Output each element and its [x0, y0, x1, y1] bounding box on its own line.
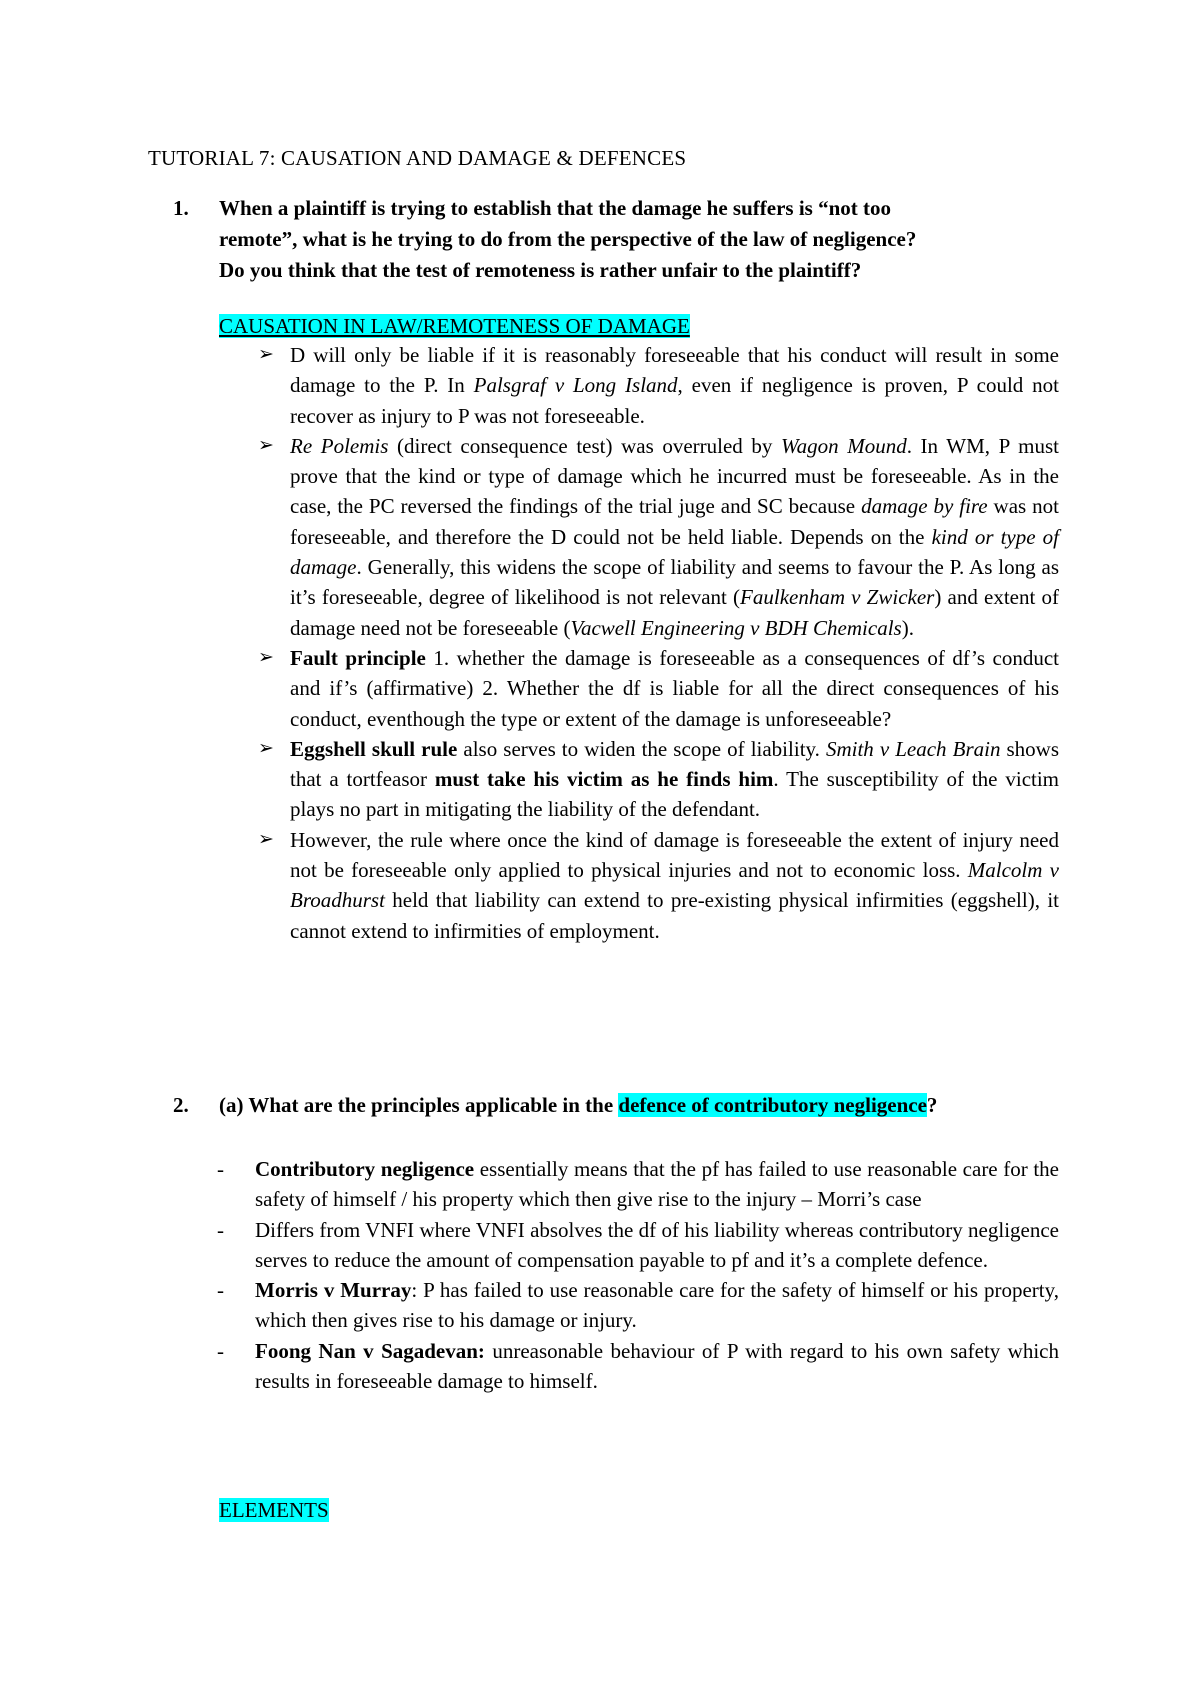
section-heading-causation: [219, 314, 690, 339]
causation-bullet-list: [258, 340, 1059, 946]
section-heading-elements: [219, 1498, 329, 1523]
term: Fault principle: [290, 645, 426, 670]
question-line: When a plaintiff is trying to establish that the damage he suffers is “not too: [219, 196, 892, 220]
dash-bullet: -: [217, 1217, 224, 1242]
list-item: ➢ Re Polemis (direct consequence test) was overruled by Wagon Mound. In WM, P must prove that the kind or type of damage which he incurred must be foreseeable. As in the case, the PC reversed the findings of the trial juge and SC because damage by fire was not foreseeable, and therefore the D could not be held liable. Depends on the kind or type of damage. Generally, this widens the scope of liability and seems to favour the P. As long as it’s foreseeable, degree of likelihood is not relevant (Faulkenham v Zwicker) and extent of damage need not be foreseeable (Vacwell Engineering v BDH Chemicals).: [258, 431, 1059, 643]
highlighted-heading: ELEMENTS: [219, 1498, 329, 1522]
question-text: (a) What are the principles applicable in the defence of contributory negligence?: [219, 1093, 938, 1117]
arrowhead-bullet-icon: ➢: [258, 737, 274, 759]
case-name: Re Polemis: [290, 433, 389, 458]
list-item: ➢ Eggshell skull rule also serves to widen the scope of liability. Smith v Leach Brain shows that a tortfeasor must take his victim as he finds him. The susceptibility of the victim plays no part in mitigating the liability of the defendant.: [258, 734, 1059, 825]
list-item: - Foong Nan v Sagadevan: unreasonable behaviour of P with regard to his own safety which results in foreseeable damage to himself.: [217, 1336, 1059, 1397]
case-name: Malcolm v Broadhurst: [290, 858, 1059, 913]
question-text: [219, 193, 1053, 286]
term: Contributory negligence: [255, 1157, 475, 1181]
arrowhead-bullet-icon: ➢: [258, 828, 274, 850]
case-name: Faulkenham v Zwicker: [740, 585, 935, 610]
contributory-negligence-list: [217, 1154, 1059, 1396]
arrowhead-bullet-icon: ➢: [258, 646, 274, 668]
term: Eggshell skull rule: [290, 736, 458, 761]
case-name: Wagon Mound: [781, 433, 907, 458]
question-line: remote”, what is he trying to do from the perspective of the law of negligence?: [219, 227, 917, 251]
list-item: ➢ Fault principle 1. whether the damage is foreseeable as a consequences of df’s conduct and if’s (affirmative) 2. Whether the df is liable for all the direct consequences of his conduct, eventhough the type or extent of the damage is unforeseeable?: [258, 643, 1059, 734]
arrowhead-bullet-icon: ➢: [258, 344, 274, 365]
emphasis: damage by fire: [861, 494, 988, 519]
case-name: Smith v Leach Brain: [825, 736, 1001, 761]
emphasis: kind or type of damage: [290, 524, 1059, 580]
question-line: Do you think that the test of remoteness is rather unfair to the plaintiff?: [219, 258, 862, 282]
case-name: Morris v Murray: [255, 1278, 412, 1303]
list-item: - Contributory negligence essentially means that the pf has failed to use reasonable care for the safety of himself / his property which then give rise to the injury – Morri’s case: [217, 1154, 1059, 1215]
arrowhead-bullet-icon: ➢: [258, 434, 274, 456]
question-1: [173, 193, 1053, 286]
question-number: 1.: [173, 196, 189, 220]
highlighted-heading: CAUSATION IN LAW/REMOTENESS OF DAMAGE: [219, 314, 690, 338]
case-name: Palsgraf v Long Island: [473, 373, 678, 398]
emphasis-bold: must take his victim as he finds him: [434, 767, 774, 792]
list-item: - Differs from VNFI where VNFI absolves the df of his liability whereas contributory negligence serves to reduce the amount of compensation payable to pf and it’s a complete defence.: [217, 1215, 1059, 1276]
page-title: TUTORIAL 7: CAUSATION AND DAMAGE & DEFENCES: [148, 146, 687, 170]
list-item: ➢ However, the rule where once the kind of damage is foreseeable the extent of injury need not be foreseeable only applied to physical injuries and not to economic loss. Malcolm v Broadhurst held that liability can extend to pre-existing physical infirmities (eggshell), it cannot extend to infirmities of employment.: [258, 825, 1059, 946]
highlighted-phrase: defence of contributory negligence: [618, 1093, 927, 1117]
list-item: ➢ D will only be liable if it is reasonably foreseeable that his conduct will result in some damage to the P. In Palsgraf v Long Island, even if negligence is proven, P could not recover as injury to P was not foreseeable.: [258, 340, 1059, 431]
dash-bullet: -: [217, 1157, 224, 1181]
question-2: [173, 1090, 1053, 1121]
list-item: - Morris v Murray: P has failed to use reasonable care for the safety of himself or his property, which then gives rise to his damage or injury.: [217, 1275, 1059, 1336]
case-name: Foong Nan v Sagadevan:: [255, 1338, 485, 1363]
case-name: Vacwell Engineering v BDH Chemicals: [570, 615, 902, 640]
question-number: 2.: [173, 1093, 189, 1117]
dash-bullet: -: [217, 1278, 224, 1303]
dash-bullet: -: [217, 1338, 224, 1363]
